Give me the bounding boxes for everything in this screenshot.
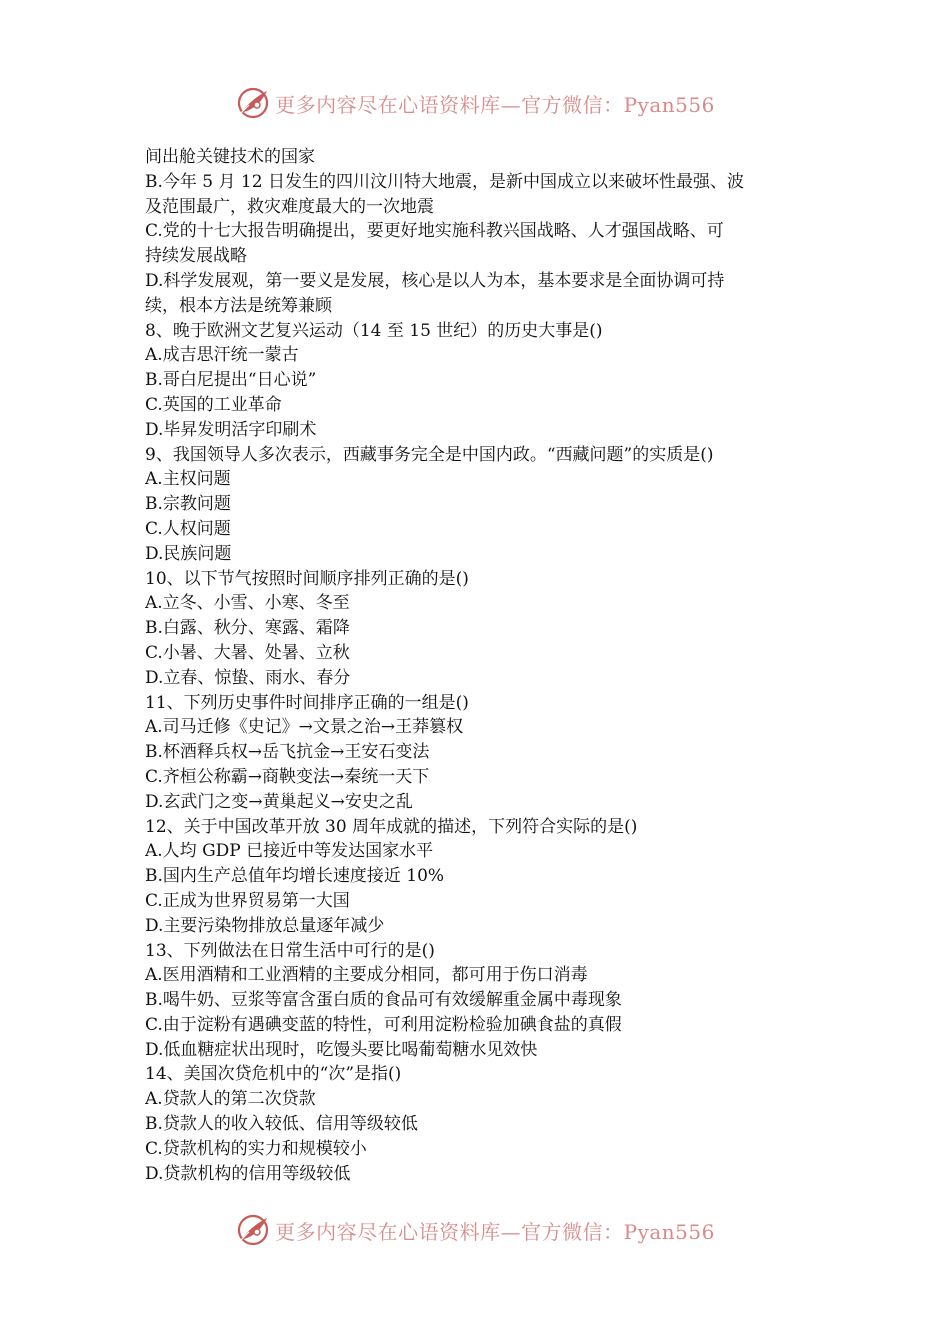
header-watermark — [0, 83, 950, 123]
text-line: 持续发展战略 — [145, 246, 247, 267]
question-text: 8、晚于欧洲文艺复兴运动（14 至 15 世纪）的历史大事是() — [145, 320, 603, 341]
text-line: D.科学发展观，第一要义是发展，核心是以人为本，基本要求是全面协调可持 — [145, 270, 725, 291]
option-text: A.司马迁修《史记》→文景之治→王莽篡权 — [145, 717, 464, 738]
question-text: 13、下列做法在日常生活中可行的是() — [145, 940, 435, 961]
text-line: C.党的十七大报告明确提出，要更好地实施科教兴国战略、人才强国战略、可 — [145, 221, 724, 242]
option-text: B.白露、秋分、寒露、霜降 — [145, 618, 350, 639]
option-text: B.贷款人的收入较低、信用等级较低 — [145, 1114, 418, 1135]
footer-watermark-text: 更多内容尽在心语资料库—官方微信：Pyan556 — [275, 1219, 715, 1244]
option-text: D.毕昇发明活字印刷术 — [145, 419, 317, 440]
option-text: A.医用酒精和工业酒精的主要成分相同，都可用于伤口消毒 — [145, 965, 588, 986]
option-text: A.立冬、小雪、小寒、冬至 — [145, 593, 350, 614]
option-text: C.齐桓公称霸→商鞅变法→秦统一天下 — [145, 766, 430, 787]
footer-watermark — [0, 1210, 950, 1250]
text-line: 续，根本方法是统筹兼顾 — [145, 295, 332, 316]
option-text: C.贷款机构的实力和规模较小 — [145, 1138, 367, 1159]
option-text: D.玄武门之变→黄巢起义→安史之乱 — [145, 791, 413, 812]
option-text: B.宗教问题 — [145, 494, 231, 515]
option-text: C.人权问题 — [145, 518, 231, 539]
question-text: 12、关于中国改革开放 30 周年成就的描述，下列符合实际的是() — [145, 816, 638, 837]
option-text: C.由于淀粉有遇碘变蓝的特性，可利用淀粉检验加碘食盐的真假 — [145, 1014, 622, 1035]
document-body — [145, 145, 810, 1186]
question-text: 9、我国领导人多次表示，西藏事务完全是中国内政。“西藏问题”的实质是() — [145, 444, 714, 465]
question-text: 14、美国次贷危机中的“次”是指() — [145, 1064, 402, 1085]
option-text: A.贷款人的第二次贷款 — [145, 1089, 316, 1110]
option-text: B.哥白尼提出“日心说” — [145, 370, 317, 391]
quill-logo-icon — [235, 1212, 271, 1248]
option-text: D.贷款机构的信用等级较低 — [145, 1163, 351, 1184]
option-text: A.主权问题 — [145, 469, 231, 490]
question-text: 10、以下节气按照时间顺序排列正确的是() — [145, 568, 469, 589]
option-text: C.英国的工业革命 — [145, 394, 282, 415]
quill-logo-icon — [235, 85, 271, 121]
option-text: D.立春、惊蛰、雨水、春分 — [145, 667, 351, 688]
option-text: D.主要污染物排放总量逐年减少 — [145, 915, 385, 936]
option-text: B.喝牛奶、豆浆等富含蛋白质的食品可有效缓解重金属中毒现象 — [145, 990, 622, 1011]
text-line: B.今年 5 月 12 日发生的四川汶川特大地震，是新中国成立以来破坏性最强、波 — [145, 171, 744, 192]
option-text: C.正成为世界贸易第一大国 — [145, 890, 350, 911]
option-text: A.人均 GDP 已接近中等发达国家水平 — [145, 841, 434, 862]
option-text: D.低血糖症状出现时，吃馒头要比喝葡萄糖水见效快 — [145, 1039, 538, 1060]
header-watermark-text: 更多内容尽在心语资料库—官方微信：Pyan556 — [275, 92, 715, 117]
option-text: D.民族问题 — [145, 543, 232, 564]
text-line: 及范围最广，救灾难度最大的一次地震 — [145, 196, 434, 217]
option-text: B.国内生产总值年均增长速度接近 10% — [145, 866, 445, 887]
text-line: 间出舱关键技术的国家 — [145, 147, 315, 167]
option-text: C.小暑、大暑、处暑、立秋 — [145, 642, 350, 663]
option-text: A.成吉思汗统一蒙古 — [145, 345, 299, 366]
question-text: 11、下列历史事件时间排序正确的一组是() — [145, 692, 469, 713]
option-text: B.杯酒释兵权→岳飞抗金→王安石变法 — [145, 742, 430, 763]
